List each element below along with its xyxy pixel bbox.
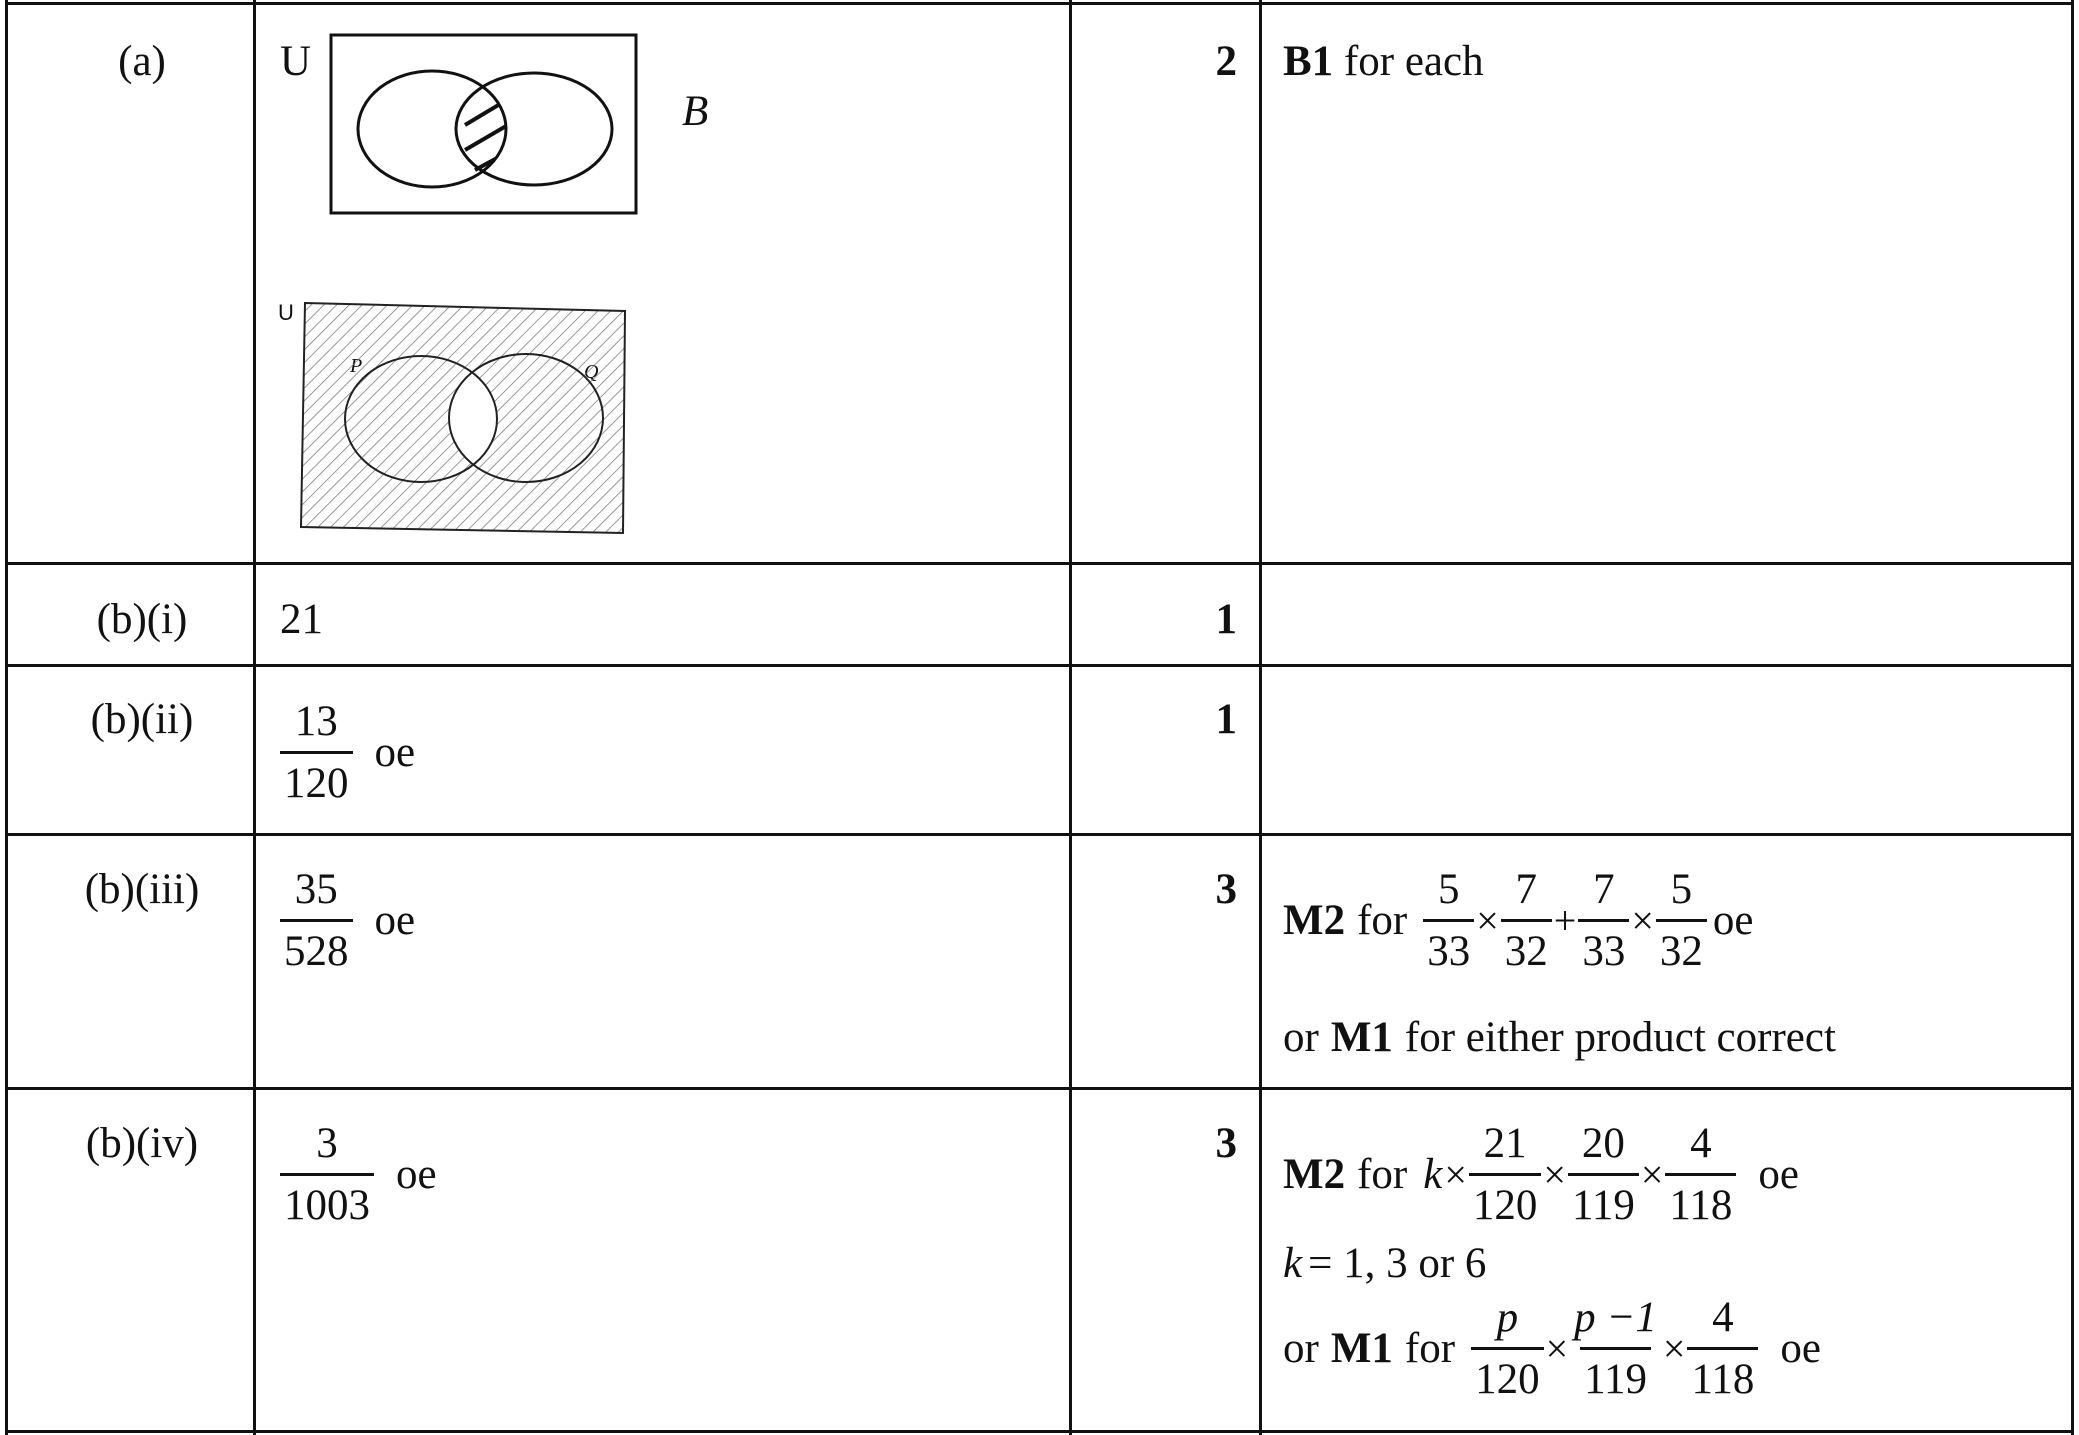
for-word: for	[1404, 1325, 1456, 1372]
fraction-numerator: 7	[1593, 866, 1615, 913]
col-divider	[5, 0, 8, 1435]
fraction-denominator: 119	[1568, 1173, 1639, 1227]
part-label: (b)(iv)	[85, 1120, 199, 1167]
or-word: or	[1283, 1325, 1319, 1372]
plus-sign: +	[1553, 897, 1577, 943]
mark-value: 2	[1215, 38, 1237, 85]
fraction-denominator: 33	[1423, 919, 1474, 973]
m2-guidance	[1283, 1122, 1799, 1227]
row-divider	[5, 1430, 2074, 1433]
row-divider	[5, 664, 2074, 667]
k-variable: k	[1283, 1240, 1303, 1287]
times-sign: ×	[1476, 897, 1499, 943]
or-word: or	[1283, 1014, 1319, 1061]
fraction-numerator: 3	[316, 1120, 338, 1167]
col-divider	[2071, 0, 2074, 1435]
oe-text: oe	[1758, 1151, 1799, 1198]
fraction-denominator: 528	[280, 919, 353, 973]
oe-text: oe	[1712, 897, 1754, 944]
times-sign: ×	[1662, 1325, 1686, 1371]
k-values-text: = 1, 3 or 6	[1308, 1240, 1487, 1287]
fraction-denominator: 1003	[280, 1173, 374, 1227]
fraction-denominator: 32	[1501, 919, 1552, 973]
fraction-numerator: 4	[1690, 1120, 1712, 1167]
answer-suffix: oe	[374, 897, 416, 944]
times-sign: ×	[1640, 1151, 1664, 1197]
mark-value: 3	[1215, 1120, 1237, 1167]
answer-suffix: oe	[396, 1151, 437, 1198]
table-border-top	[5, 2, 2074, 5]
fraction-denominator: 119	[1580, 1347, 1651, 1401]
for-word: for	[1357, 897, 1408, 944]
venn-diagram-intersection	[325, 30, 650, 220]
fraction-denominator: 118	[1687, 1347, 1758, 1401]
row-divider	[5, 1087, 2074, 1090]
answer-fraction	[280, 868, 415, 973]
m1-text: for either product correct	[1404, 1014, 1836, 1061]
fraction-denominator: 32	[1656, 919, 1707, 973]
mark-value: 1	[1215, 696, 1237, 743]
fraction-numerator: 35	[294, 866, 338, 913]
part-label: (a)	[118, 38, 166, 85]
k-variable: k	[1423, 1151, 1443, 1198]
fraction-numerator: 21	[1483, 1120, 1527, 1167]
part-label: (b)(i)	[96, 596, 188, 643]
guidance-code: B1	[1283, 38, 1334, 85]
times-sign: ×	[1545, 1325, 1569, 1371]
fraction-denominator: 33	[1578, 919, 1629, 973]
fraction-numerator: 7	[1515, 866, 1538, 913]
fraction-denominator: 118	[1665, 1173, 1736, 1227]
fraction-numerator: 5	[1670, 866, 1693, 913]
part-label: (b)(iii)	[84, 866, 200, 913]
method-code: M2	[1283, 897, 1346, 944]
m1-guidance	[1283, 1296, 1821, 1401]
row-divider	[5, 833, 2074, 836]
oe-text: oe	[1780, 1325, 1821, 1372]
answer-suffix: oe	[374, 729, 416, 776]
fraction-denominator: 120	[1469, 1173, 1542, 1227]
for-word: for	[1357, 1151, 1408, 1198]
guidance	[1283, 40, 1484, 83]
col-divider	[1259, 0, 1262, 1435]
method-code: M2	[1283, 1151, 1346, 1198]
venn1-universal-label: U	[280, 38, 312, 85]
mark-value: 1	[1215, 596, 1237, 643]
fraction-numerator: 4	[1712, 1294, 1734, 1341]
answer-value: 21	[280, 596, 323, 643]
m2-guidance	[1283, 868, 1754, 973]
k-values-line	[1283, 1242, 1486, 1285]
method-code: M1	[1330, 1325, 1393, 1372]
mark-value: 3	[1215, 866, 1237, 913]
m1-guidance	[1283, 1016, 1836, 1059]
fraction-numerator: p	[1496, 1294, 1519, 1341]
venn-diagram-complement	[295, 295, 635, 540]
fraction-numerator: 5	[1437, 866, 1460, 913]
venn1-set-b-label: B	[682, 88, 709, 135]
fraction-numerator: 20	[1581, 1120, 1625, 1167]
fraction-numerator: 13	[294, 698, 338, 745]
fraction-numerator: p −1	[1574, 1294, 1657, 1341]
guidance-text: for each	[1343, 38, 1484, 85]
times-sign: ×	[1631, 897, 1654, 943]
venn2-universal-label: U	[278, 300, 294, 325]
fraction-denominator: 120	[280, 751, 353, 805]
times-sign: ×	[1444, 1151, 1467, 1197]
part-label: (b)(ii)	[90, 696, 194, 743]
answer-fraction	[280, 700, 415, 805]
col-divider	[1069, 0, 1072, 1435]
times-sign: ×	[1543, 1151, 1566, 1197]
method-code: M1	[1330, 1014, 1393, 1061]
row-divider	[5, 562, 2074, 565]
fraction-denominator: 120	[1471, 1347, 1544, 1401]
answer-fraction	[280, 1122, 437, 1227]
